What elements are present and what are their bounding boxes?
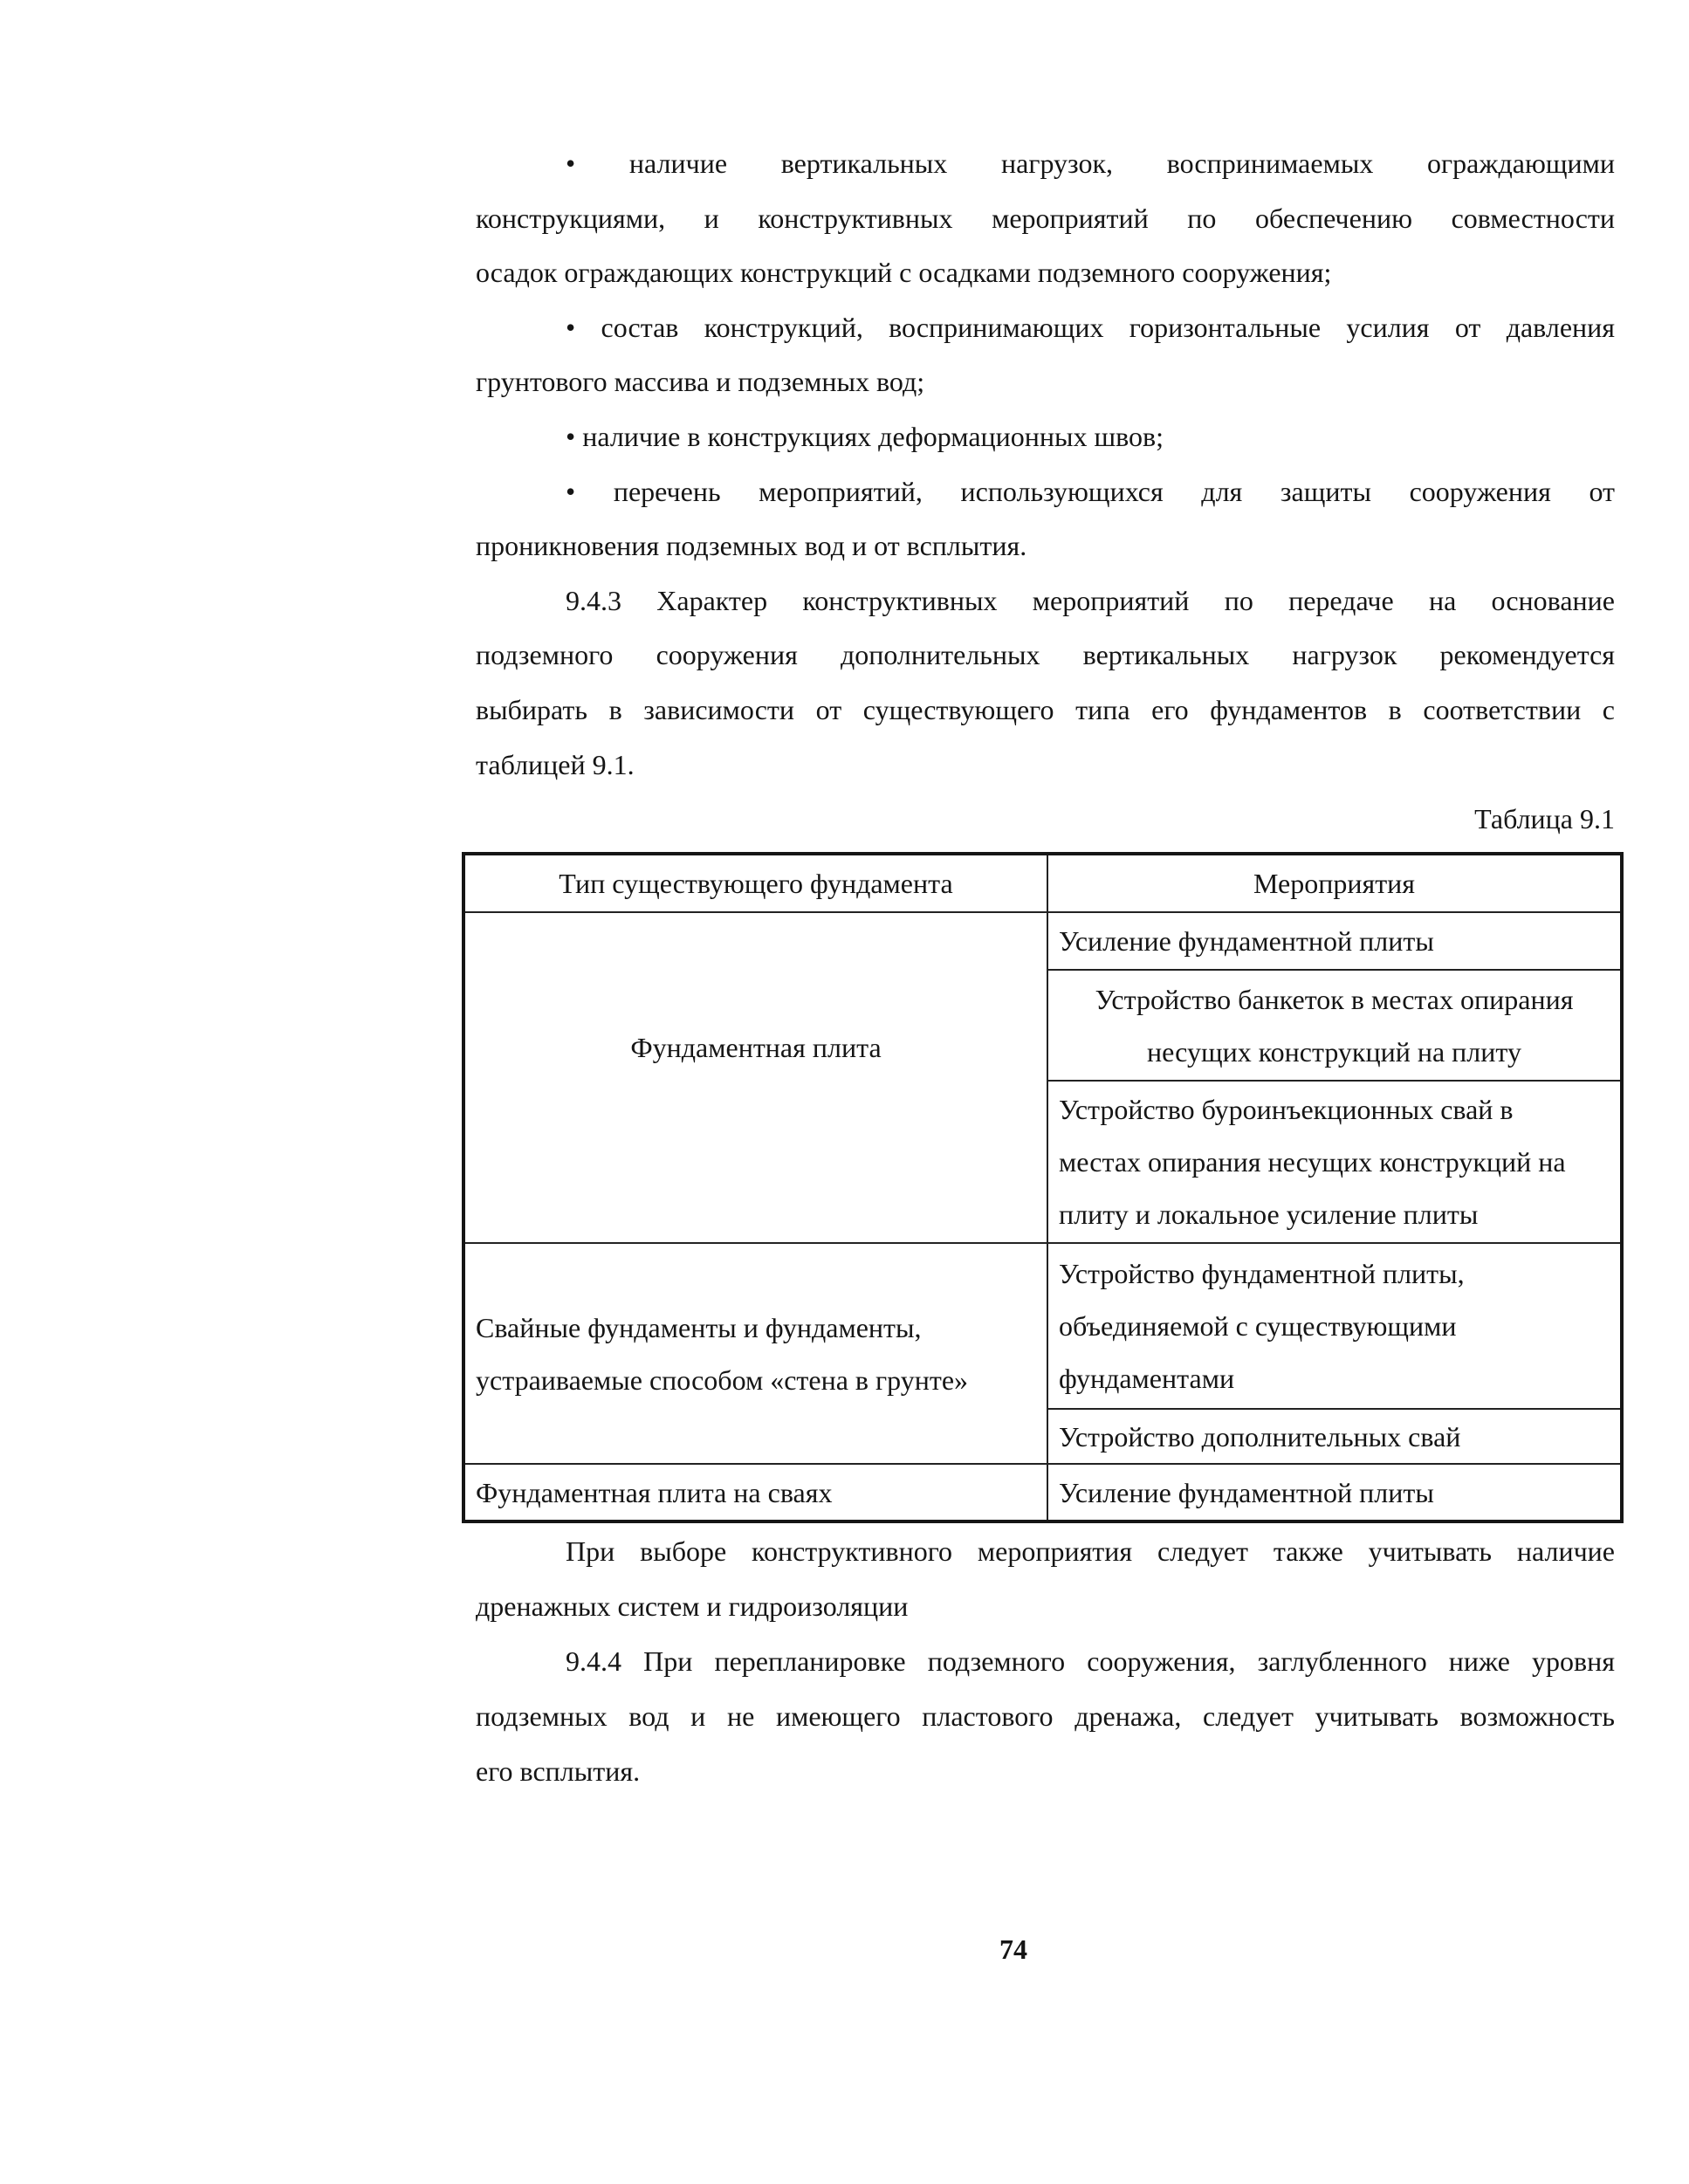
measure-cell bbox=[1047, 1409, 1622, 1464]
measure-cell bbox=[1047, 970, 1622, 1081]
bullet-item bbox=[476, 409, 1615, 464]
cell-line: Фундаментная плита bbox=[630, 1031, 882, 1063]
bullet-item-line: • состав конструкций, воспринимающих горизонтальные усилия от давления bbox=[566, 311, 1615, 343]
cell-line: Свайные фундаменты и фундаменты, bbox=[476, 1311, 922, 1343]
paragraph-line: таблицей 9.1. bbox=[476, 748, 635, 780]
page-number: 74 bbox=[999, 1933, 1027, 1965]
cell-line: устраиваемые способом «стена в грунте» bbox=[476, 1363, 969, 1396]
cell-line: Фундаментная плита на сваях bbox=[476, 1476, 833, 1508]
cell-line: местах опирания несущих конструкций на bbox=[1059, 1146, 1566, 1178]
bullet-item-line: осадок ограждающих конструкций с осадками подземного сооружения; bbox=[476, 257, 1332, 289]
table-row bbox=[463, 1464, 1622, 1521]
paragraph-line: При выборе конструктивного мероприятия следует также учитывать наличие bbox=[566, 1535, 1615, 1567]
measure-cell bbox=[1047, 1243, 1622, 1409]
table-caption: Таблица 9.1 bbox=[1474, 803, 1615, 835]
bullet-item bbox=[476, 464, 1615, 573]
paragraph-line: 9.4.3 Характер конструктивных мероприятий по передаче на основание bbox=[566, 584, 1615, 616]
foundation-type-cell bbox=[463, 1464, 1047, 1521]
cell-line: Устройство банкеток в местах опирания bbox=[1095, 983, 1574, 1015]
paragraph-line: подземных вод и не имеющего пластового дренажа, следует учитывать возможность bbox=[476, 1700, 1615, 1732]
cell-line: Усиление фундаментной плиты bbox=[1059, 925, 1434, 957]
table-row bbox=[463, 1243, 1622, 1409]
paragraph-line: подземного сооружения дополнительных вертикальных нагрузок рекомендуется bbox=[476, 639, 1615, 671]
cell-line: Усиление фундаментной плиты bbox=[1059, 1476, 1434, 1508]
bullet-item-line: проникновения подземных вод и от всплытия. bbox=[476, 530, 1027, 562]
paragraph-9-4-4 bbox=[476, 1634, 1615, 1799]
paragraph-line: его всплытия. bbox=[476, 1755, 641, 1787]
bullet-item-line: • наличие вертикальных нагрузок, воспринимаемых ограждающими bbox=[566, 148, 1615, 179]
table-header-measures: Мероприятия bbox=[1047, 854, 1622, 912]
paragraph-after-table bbox=[476, 1524, 1615, 1634]
cell-line: фундаментами bbox=[1059, 1363, 1235, 1394]
lower-text-block bbox=[476, 1524, 1615, 1799]
bullet-item-line: грунтового массива и подземных вод; bbox=[476, 366, 925, 398]
upper-text-block bbox=[476, 136, 1615, 847]
bullet-item-line: • наличие в конструкциях деформационных швов; bbox=[566, 420, 1164, 452]
paragraph-line: 9.4.4 При перепланировке подземного сооружения, заглубленного ниже уровня bbox=[566, 1645, 1615, 1677]
table-row bbox=[463, 912, 1622, 970]
cell-line: Устройство фундаментной плиты, bbox=[1059, 1258, 1465, 1289]
measure-cell bbox=[1047, 1081, 1622, 1243]
bullet-item-line: • перечень мероприятий, использующихся для защиты сооружения от bbox=[566, 475, 1615, 507]
measure-cell bbox=[1047, 912, 1622, 970]
table-header-row bbox=[463, 854, 1622, 912]
cell-line: плиту и локальное усиление плиты bbox=[1059, 1198, 1479, 1230]
paragraph-9-4-3 bbox=[476, 573, 1615, 792]
paragraph-line: выбирать в зависимости от существующего типа его фундаментов в соответствии с bbox=[476, 693, 1615, 725]
bullet-item bbox=[476, 136, 1615, 300]
cell-line: Устройство буроинъекционных свай в bbox=[1059, 1094, 1514, 1125]
foundation-type-cell bbox=[463, 912, 1047, 1243]
bullet-item bbox=[476, 300, 1615, 409]
cell-line: объединяемой с существующими bbox=[1059, 1310, 1457, 1342]
measure-cell bbox=[1047, 1464, 1622, 1521]
cell-line: Устройство дополнительных свай bbox=[1059, 1420, 1461, 1453]
cell-line: несущих конструкций на плиту bbox=[1147, 1035, 1521, 1068]
paragraph-line: дренажных систем и гидроизоляции bbox=[476, 1590, 909, 1622]
table-header-foundation-type: Тип существующего фундамента bbox=[463, 854, 1047, 912]
bullet-item-line: конструкциями, и конструктивных мероприятий по обеспечению совместности bbox=[476, 202, 1615, 234]
foundation-type-cell bbox=[463, 1243, 1047, 1464]
foundation-measures-table bbox=[462, 852, 1624, 1523]
